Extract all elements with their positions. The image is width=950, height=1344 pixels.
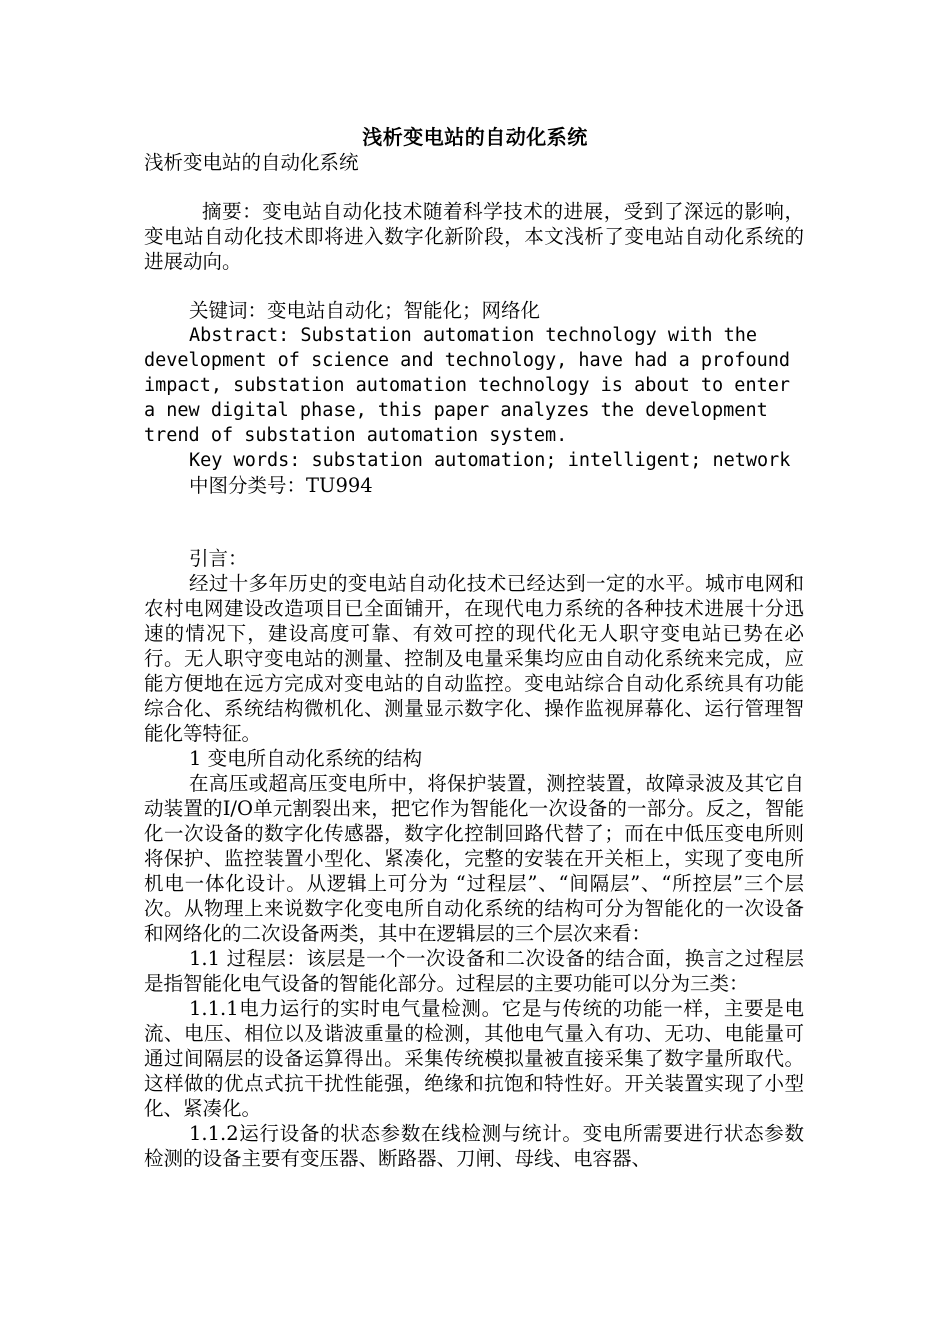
intro-paragraph: 经过十多年历史的变电站自动化技术已经达到一定的水平。城市电网和农村电网建设改造项目已全面铺开，在现代电力系统的各种技术进展十分迅速的情况下，建设高度可靠、有效可控的现代化无人职守变电站已势在必行。无人职守变电站的测量、控制及电量采集均应由自动化系统来完成，应能方便地在远方完成对变电站的自动监控。变电站综合自动化系统具有功能综合化、系统结构微机化、测量显示数字化、操作监视屏幕化、运行管理智能化等特征。: [144, 572, 804, 745]
keywords-en: Key words: substation automation; intelligent; network: [189, 450, 791, 471]
abstract-en-line: development of science and technology, have had a profound: [144, 350, 791, 371]
section-1-heading: 1 变电所自动化系统的结构: [189, 747, 423, 770]
section-1-1-1-paragraph: 1.1.1电力运行的实时电气量检测。它是与传统的功能一样，主要是电流、电压、相位以及谐波重量的检测，其他电气量入有功、无功、电能量可通过间隔层的设备运算得出。采集传统模拟量被直接采集了数字量所取代。这样做的优点式抗干扰性能强，绝缘和抗饱和特性好。开关装置实现了小型化、紧凑化。: [144, 997, 804, 1120]
abstract-zh-block: [144, 199, 804, 274]
section-1-paragraph: 在高压或超高压变电所中，将保护装置，测控装置，故障录波及其它自动装置的I/O单元割裂出来，把它作为智能化一次设备的一部分。反之，智能化一次设备的数字化传感器，数字化控制回路代替了；而在中低压变电所则将保护、监控装置小型化、紧凑化，完整的安装在开关柜上，实现了变电所机电一体化设计。从逻辑上可分为 “过程层”、“间隔层”、“所控层”三个层次。从物理上来说数字化变电所自动化系统的结构可分为智能化的一次设备和网络化的二次设备两类，其中在逻辑层的三个层次来看：: [144, 772, 804, 945]
abstract-en-line: a new digital phase, this paper analyzes the development: [144, 400, 768, 421]
intro-heading: 引言：: [189, 547, 248, 570]
body-text: [144, 546, 804, 1171]
document-title: 浅析变电站的自动化系统: [362, 125, 588, 149]
abstract-en: [144, 323, 804, 448]
abstract-en-line: trend of substation automation system.: [144, 425, 568, 446]
keywords-zh: 关键词：变电站自动化；智能化；网络化: [189, 299, 541, 322]
section-1-1-paragraph: 1.1 过程层：该层是一个一次设备和二次设备的结合面，换言之过程层是指智能化电气设备的智能化部分。过程层的主要功能可以分为三类：: [144, 947, 804, 995]
abstract-en-line: Abstract: Substation automation technology with the: [189, 325, 758, 346]
keywords-block: [144, 298, 804, 498]
classification-number: 中图分类号：TU994: [189, 474, 373, 497]
abstract-en-line: impact, substation automation technology is about to enter: [144, 375, 791, 396]
abstract-zh: 摘要：变电站自动化技术随着科学技术的进展，受到了深远的影响，变电站自动化技术即将进入数字化新阶段，本文浅析了变电站自动化系统的进展动向。: [144, 200, 804, 273]
document-subtitle-block: [144, 150, 804, 175]
section-1-1-2-paragraph: 1.1.2运行设备的状态参数在线检测与统计。变电所需要进行状态参数检测的设备主要有变压器、断路器、刀闸、母线、电容器、: [144, 1122, 804, 1170]
document-subtitle: 浅析变电站的自动化系统: [144, 151, 359, 174]
